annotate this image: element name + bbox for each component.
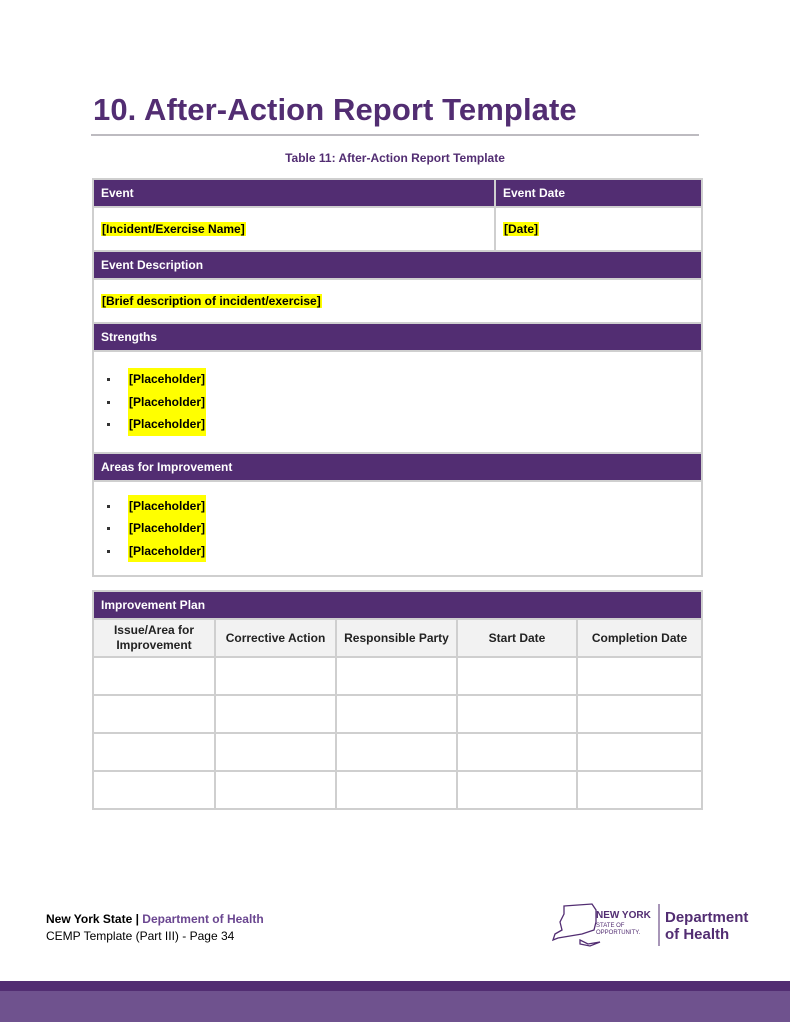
- table-cell[interactable]: [215, 657, 336, 695]
- column-header-completion-date: Completion Date: [577, 619, 702, 657]
- table-cell[interactable]: [457, 733, 577, 771]
- table-cell[interactable]: [457, 695, 577, 733]
- table-cell[interactable]: [93, 657, 215, 695]
- table-cell[interactable]: [577, 695, 702, 733]
- svg-text:NEW YORK: NEW YORK: [596, 910, 651, 921]
- table-cell[interactable]: [336, 657, 457, 695]
- table-row: [93, 771, 702, 809]
- table-cell[interactable]: [93, 695, 215, 733]
- table-cell[interactable]: [336, 695, 457, 733]
- event-header: Event: [93, 179, 495, 207]
- footer-org: New York State: [46, 912, 133, 926]
- bullet-icon: [107, 378, 110, 381]
- event-description-cell[interactable]: [93, 279, 702, 323]
- strengths-header: Strengths: [93, 323, 702, 351]
- column-header-corrective-action: Corrective Action: [215, 619, 336, 657]
- after-action-report-table: [92, 178, 703, 577]
- improvement-plan-table: [92, 590, 703, 810]
- svg-text:OPPORTUNITY.: OPPORTUNITY.: [596, 930, 641, 936]
- footer-org-line: [46, 911, 264, 928]
- list-item: [Placeholder]: [107, 517, 694, 540]
- footer-dept: Department of Health: [142, 912, 264, 926]
- table-cell[interactable]: [457, 657, 577, 695]
- table-row: [93, 657, 702, 695]
- table-cell[interactable]: [577, 771, 702, 809]
- page-title: 10. After-Action Report Template: [93, 92, 577, 127]
- column-header-issue: Issue/Area for Improvement: [93, 619, 215, 657]
- title-divider: [91, 134, 699, 136]
- event-date-placeholder: [Date]: [504, 222, 539, 236]
- list-item: [Placeholder]: [107, 391, 694, 414]
- table-cell[interactable]: [457, 771, 577, 809]
- table-cell[interactable]: [215, 695, 336, 733]
- list-item: [Placeholder]: [107, 495, 694, 518]
- list-item: [Placeholder]: [107, 413, 694, 436]
- areas-for-improvement-header: Areas for Improvement: [93, 453, 702, 481]
- nys-doh-logo: [550, 900, 760, 952]
- list-item: [Placeholder]: [107, 368, 694, 391]
- table-cell[interactable]: [215, 733, 336, 771]
- event-name-cell[interactable]: [93, 207, 495, 251]
- svg-text:of Health: of Health: [665, 926, 730, 943]
- bullet-icon: [107, 401, 110, 404]
- column-header-responsible-party: Responsible Party: [336, 619, 457, 657]
- table-cell[interactable]: [215, 771, 336, 809]
- svg-text:Department: Department: [665, 909, 749, 926]
- svg-text:STATE OF: STATE OF: [596, 923, 625, 929]
- bullet-icon: [107, 527, 110, 530]
- strengths-cell[interactable]: [93, 351, 702, 453]
- improvements-list: [101, 495, 694, 563]
- new-york-state-map-icon: [550, 900, 760, 952]
- page-footer: [46, 911, 264, 945]
- bullet-icon: [107, 550, 110, 553]
- event-date-header: Event Date: [495, 179, 702, 207]
- table-row: [93, 695, 702, 733]
- table-row: [93, 733, 702, 771]
- event-date-cell[interactable]: [495, 207, 702, 251]
- bullet-icon: [107, 505, 110, 508]
- areas-for-improvement-cell[interactable]: [93, 481, 702, 576]
- bullet-icon: [107, 423, 110, 426]
- table-caption: Table 11: After-Action Report Template: [285, 151, 505, 165]
- table-cell[interactable]: [577, 733, 702, 771]
- event-description-placeholder: [Brief description of incident/exercise]: [102, 294, 321, 308]
- list-item: [Placeholder]: [107, 540, 694, 563]
- footer-separator: |: [132, 912, 143, 926]
- footer-band-light: [0, 991, 790, 1022]
- table-cell[interactable]: [577, 657, 702, 695]
- improvement-plan-header: Improvement Plan: [93, 591, 702, 619]
- table-cell[interactable]: [93, 771, 215, 809]
- table-cell[interactable]: [336, 733, 457, 771]
- event-name-placeholder: [Incident/Exercise Name]: [102, 222, 245, 236]
- footer-band-dark: [0, 981, 790, 991]
- event-description-header: Event Description: [93, 251, 702, 279]
- table-cell[interactable]: [93, 733, 215, 771]
- column-header-start-date: Start Date: [457, 619, 577, 657]
- table-cell[interactable]: [336, 771, 457, 809]
- strengths-list: [101, 368, 694, 436]
- footer-page-label: CEMP Template (Part III) - Page 34: [46, 929, 235, 943]
